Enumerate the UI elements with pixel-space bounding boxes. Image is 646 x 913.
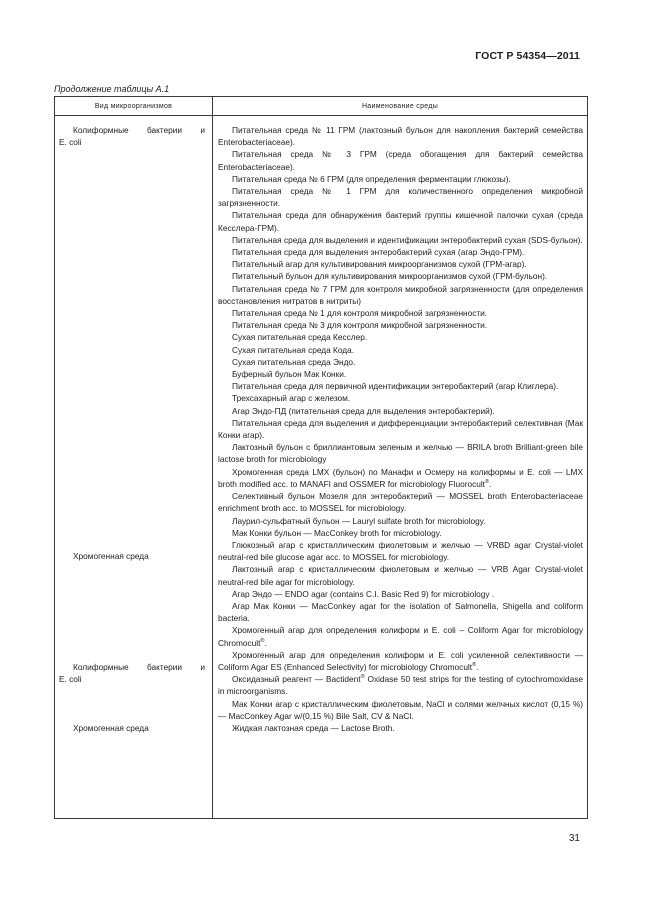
media-entry: Питательная среда для обнаружения бактерий группы кишечной палочки сухая (среда Кесслера-ГРМ).	[218, 210, 583, 233]
microorganism-group	[59, 550, 205, 562]
media-list	[213, 116, 587, 734]
group-label-cont: E. coli	[59, 674, 82, 685]
microorganism-group	[59, 722, 205, 734]
media-entry: Жидкая лактозная среда — Lactose Broth.	[232, 722, 395, 733]
media-entry: Питательная среда № 3 для контроля микробной загрязненности.	[232, 320, 488, 331]
media-entry: Трехсахарный агар с железом.	[232, 393, 351, 404]
media-entry: Хромогенная среда LMX (бульон) по Манафи и Осмеру на колиформы и E. coli — LMX broth modified acc. to MANAFI and OSSMER for microbiology Fluorocult®.	[218, 466, 583, 489]
media-entry: Питательная среда для первичной идентификации энтеробактерий (агар Клиглера).	[232, 381, 559, 392]
medium-cell	[213, 116, 588, 819]
column-header-microorganism: Вид микроорганизмов	[55, 97, 213, 116]
media-entry: Питательная среда № 3 ГРМ (среда обогащения для бактерий семейства Enterobacteriaceae).	[218, 149, 583, 172]
media-entry: Оксидазный реагент — Bactident® Oxidase 50 test strips for the testing of cytochromoxidase in microorganisms.	[218, 674, 584, 697]
media-entry: Лаурил-сульфатный бульон — Lauryl sulfate broth for microbiology.	[232, 515, 486, 526]
table-row	[55, 116, 588, 819]
table-header-row	[55, 97, 588, 116]
media-entry: Агар Эндо — ENDO agar (contains C.I. Basic Red 9) for microbiology .	[232, 588, 495, 599]
media-entry: Сухая питательная среда Эндо.	[232, 356, 356, 367]
media-entry: Питательная среда № 6 ГРМ (для определения ферментации глюкозы).	[232, 173, 511, 184]
microorganism-group	[59, 661, 205, 685]
media-entry: Глюкозный агар с кристаллическим фиолетовым и желчью — VRBD agar Crystal-violet neutral-red bile glucose agar acc. to MOSSEL for microbiology.	[218, 539, 583, 563]
media-table	[54, 96, 588, 819]
media-entry: Сухая питательная среда Кода.	[232, 344, 355, 355]
media-entry: Мак Конки агар с кристаллическим фиолетовым, NaCl и солями желчных кислот (0,15 %) — MacConkey Agar w/(0,15 %) Bile Salt, CV & NaCl.	[218, 698, 583, 721]
media-entry: Питательная среда № 1 для контроля микробной загрязненности.	[232, 308, 488, 319]
media-entry: Питательная среда для выделения энтеробактерий сухая (агар Эндо-ГРМ).	[232, 247, 525, 258]
microorganism-group	[59, 124, 205, 148]
media-entry: Питательная среда для выделения и идентификации энтеробактерий сухая (SDS-бульон).	[232, 234, 583, 245]
media-entry: Питательная среда № 11 ГРМ (лактозный бульон для накопления бактерий семейства Enterobacteriaceae).	[218, 125, 583, 148]
microorganism-cell	[55, 116, 213, 819]
media-entry: Селективный бульон Мозеля для энтеробактерий — MOSSEL broth Enterobacteriaceae enrichment broth acc. to MOSSEL for microbiology.	[218, 491, 583, 514]
media-entry: Сухая питательная среда Кесслер.	[232, 332, 368, 343]
media-entry: Агар Эндо-ПД (питательная среда для выделения энтеробактерий).	[232, 405, 495, 416]
media-entry: Питательная среда № 1 ГРМ для количественного определения микробной загрязненности.	[218, 186, 583, 209]
group-label: Колиформные бактерии и	[73, 125, 205, 135]
group-label: Колиформные бактерии и	[73, 662, 205, 672]
column-header-medium: Наименование среды	[213, 97, 588, 116]
media-entry: Мак Конки бульон — MacConkey broth for microbiology.	[232, 527, 442, 538]
media-entry: Питательная среда № 7 ГРМ для контроля микробной загрязненности (для определения восстановления нитратов в нитриты)	[218, 283, 583, 306]
group-label-cont: E. coli	[59, 137, 82, 148]
media-entry: Буферный бульон Мак Конки.	[232, 369, 347, 380]
media-entry: Лактозный бульон с бриллиантовым зеленым и желчью — BRILA broth Brilliant-green bile lactose broth for microbiology	[218, 442, 583, 465]
group-label: Хромогенная среда	[73, 723, 149, 733]
page-number: 31	[568, 833, 580, 844]
media-entry: Хромогенный агар для определения колиформ и E. coli усиленной селективности — Coliform Agar ES (Enhanced Selectivity) for microbiology Chromocult®.	[218, 649, 583, 672]
group-label: Хромогенная среда	[73, 551, 149, 561]
media-entry: Лактозный агар с кристаллическим фиолетовым и желчью — VRB Agar Crystal-violet neutral-red bile agar for microbiology.	[218, 564, 583, 587]
media-entry: Хромогенный агар для определения колиформ и E. coli – Coliform Agar for microbiology Chromocult®.	[218, 625, 583, 648]
media-entry: Питательная среда для выделения и дифференциации энтеробактерий селективная (Мак Конки агар).	[218, 417, 583, 441]
table-caption: Продолжение таблицы А.1	[54, 84, 170, 94]
media-entry: Питательный агар для культивирования микроорганизмов сухой (ГРМ-агар).	[232, 259, 527, 270]
media-entry: Питательный бульон для культивирования микроорганизмов сухой (ГРМ-бульон).	[232, 271, 548, 282]
document-code: ГОСТ Р 54354—2011	[475, 50, 580, 62]
media-entry: Агар Мак Конки — MacConkey agar for the isolation of Salmonella, Shigella and coliform bacteria.	[218, 600, 583, 624]
